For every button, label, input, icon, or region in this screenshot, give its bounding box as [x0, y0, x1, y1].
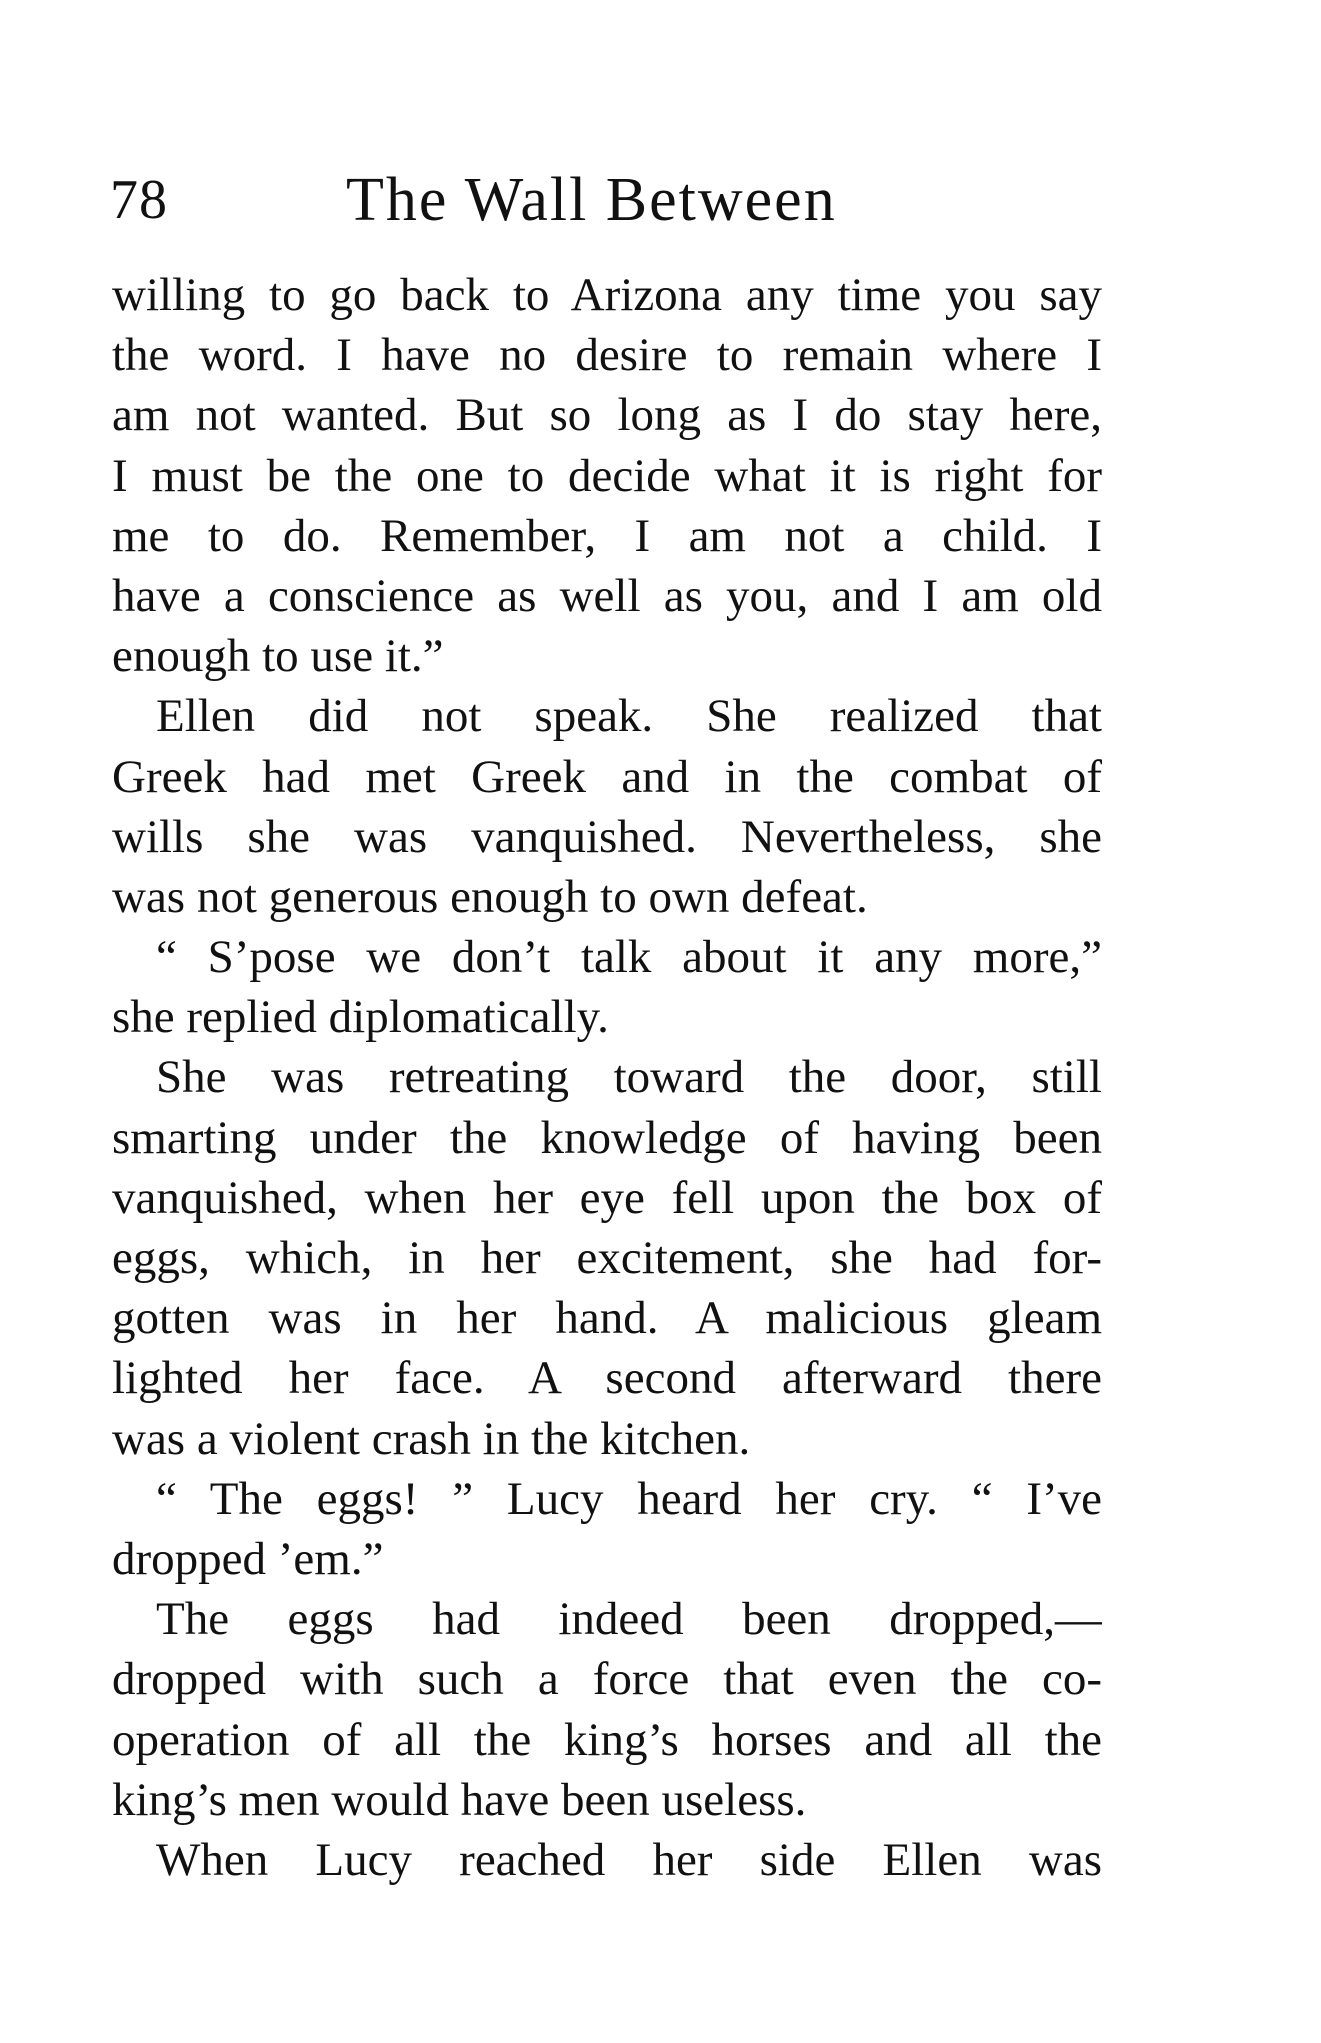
page-header	[110, 160, 1110, 240]
text-line: She was retreating toward the door, still	[156, 1051, 1102, 1104]
text-line: the word. I have no desire to remain where I	[112, 329, 1102, 382]
text-line: “ The eggs! ” Lucy heard her cry. “ I’ve	[156, 1472, 1102, 1525]
text-line: have a conscience as well as you, and I am old	[112, 569, 1102, 622]
text-line: she replied diplomatically.	[112, 991, 609, 1044]
text-line: willing to go back to Arizona any time you say	[112, 269, 1102, 321]
text-line: I must be the one to decide what it is right for	[112, 449, 1102, 502]
text-line: king’s men would have been useless.	[112, 1773, 807, 1826]
text-line: lighted her face. A second afterward there	[112, 1352, 1102, 1405]
text-line: When Lucy reached her side Ellen was	[156, 1833, 1102, 1886]
text-line: gotten was in her hand. A malicious gleam	[112, 1292, 1102, 1345]
text-line: smarting under the knowledge of having been	[112, 1111, 1102, 1164]
text-line: wills she was vanquished. Nevertheless, she	[112, 810, 1102, 863]
text-line: was a violent crash in the kitchen.	[112, 1412, 751, 1465]
text-line: The eggs had indeed been dropped,—	[156, 1593, 1102, 1646]
text-line: was not generous enough to own defeat.	[112, 870, 868, 923]
text-line: “ S’pose we don’t talk about it any more,”	[156, 931, 1102, 984]
text-line: dropped with such a force that even the co-	[112, 1653, 1102, 1706]
text-line: Greek had met Greek and in the combat of	[112, 750, 1102, 803]
text-line: Ellen did not speak. She realized that	[156, 690, 1102, 743]
body-text	[112, 265, 1102, 1890]
text-line: vanquished, when her eye fell upon the box of	[112, 1171, 1102, 1224]
running-head-title: The Wall Between	[346, 166, 837, 234]
page-number: 78	[110, 169, 168, 231]
text-line: eggs, which, in her excitement, she had for-	[112, 1232, 1102, 1284]
text-line: operation of all the king’s horses and all the	[112, 1713, 1102, 1766]
text-line: me to do. Remember, I am not a child. I	[112, 509, 1102, 562]
text-line: dropped ’em.”	[112, 1532, 384, 1585]
text-line: enough to use it.”	[112, 630, 444, 683]
text-line: am not wanted. But so long as I do stay here,	[112, 389, 1102, 442]
